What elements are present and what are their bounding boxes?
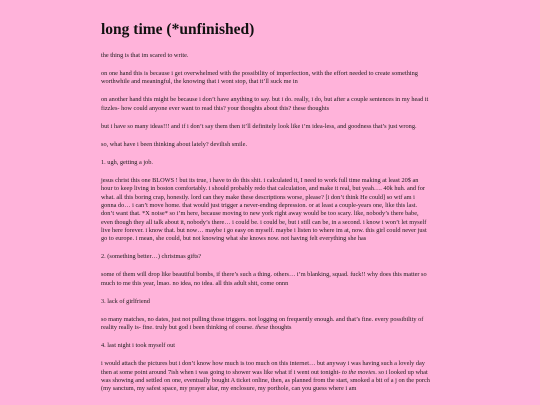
emphasis-text: to the movies — [342, 368, 376, 376]
blog-post — [101, 20, 431, 403]
paragraph-text: thoughts — [269, 324, 292, 332]
post-paragraph: the thing is that im scared to write. — [101, 52, 189, 59]
post-paragraph — [101, 360, 431, 393]
paragraph-text: i would attach the pictures but i don’t know how much is too much on this internet… but anyway i was having such a lovely day then at some point around 7ish when i was going to shower was like what if i went out tonight- — [101, 360, 425, 376]
list-heading: 2. (something better…) christmas gifts? — [101, 253, 202, 261]
post-paragraph: on another hand this might be because i don’t have anything to say. but i do. really, i do, but after a couple sentences in my head it fizzles- how could anyone ever want to read this? your thoughts about this? these thoughts — [101, 96, 429, 112]
paragraph-text: . so i looked up what was showing and settled on one, eventually bought A ticket online, then, as planned from the start, smoked a bit of a j on the porch (my sanctum, my safest space, my prayer altar, my enclosure, my porthole, can you guess where i am — [101, 368, 430, 393]
post-paragraph: so, what have i been thinking about lately? devilish smile. — [101, 140, 248, 148]
post-title: long time (*unfinished) — [101, 21, 255, 38]
emphasis-text: these — [255, 324, 269, 332]
post-paragraph — [101, 316, 431, 333]
list-heading: 1. ugh, getting a job. — [101, 159, 153, 167]
post-paragraph: jesus christ this one BLOWS ! but its true, i have to do this shit. i calculated it, I need to work full time making at least 20$ an hour to keep living in boston comfortably. i should probably redo that calculation, and make it real, but yeah…. 40k huh. and for what. all this boring crap, honestly. lord can they make these descriptions worse, please? [i don’t think He could] so wtf am i gonna do… i can’t move home. that would just trigger a never-ending depression. or at least a couple-years one, like this last. don’t want that. *X noise* so i’m here, because moving to new york right away would be too scary. like, nobody’s there babe, even though they all talk about it, nobody’s there… i could be. i could be, but i still can be, in a second. i know i won’t let myself live here forever. i know that. but now… maybe i go easy on myself. maybe i listen to where im at, now. this girl could never just go to europe. i mean, she could, but not knowing what she knows now. not having felt everything she has — [101, 177, 427, 243]
post-paragraph: but i have so many ideas!!! and if i don’t say them then it’ll definitely look like i’m idea-less, and goodness that’s just wrong. — [101, 122, 417, 130]
post-paragraph: some of them will drop like beautiful bombs, if there’s such a thing. others… i’m blanking, squad. fuck!! why does this matter so much to me this year, lmao. no idea, no idea. all this adult shit, come onnn — [101, 271, 427, 287]
list-heading: 3. lack of girlfriend — [101, 297, 150, 305]
list-heading: 4. last night i took myself out — [101, 342, 175, 350]
paragraph-text: so many matches, no dates, just not pulling those triggers. not logging on frequently enough. and that’s fine. every possibility of reality really is- fine. truly but god i been thinking of course. — [101, 315, 424, 332]
post-paragraph: on one hand this is because i get overwhelmed with the possibility of imperfection, with the effort needed to create something worthwhile and meaningful, the knowing that i wont stop, that it’ll suck me in — [101, 70, 418, 86]
